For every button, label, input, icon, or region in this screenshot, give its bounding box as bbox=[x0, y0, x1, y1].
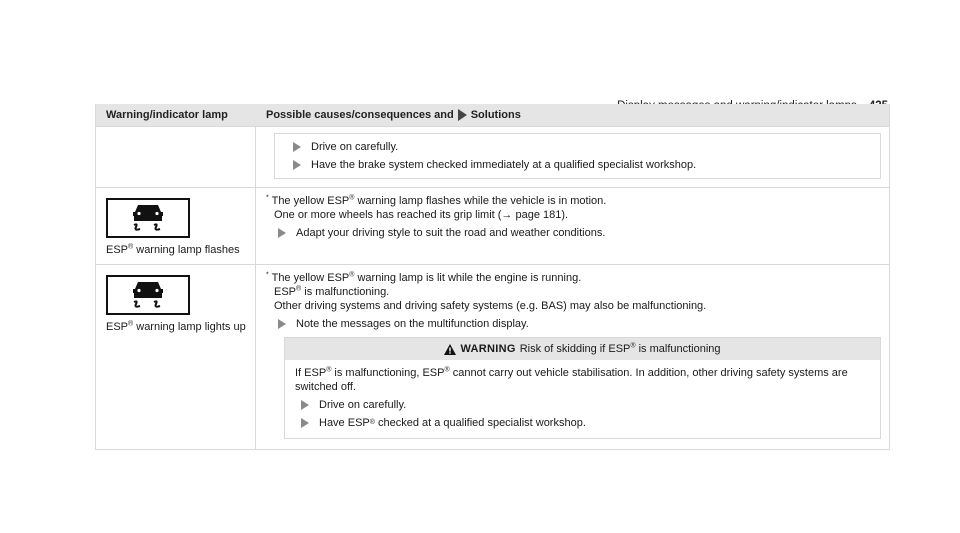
lamp-cell bbox=[96, 188, 256, 264]
lamp-cell bbox=[96, 127, 256, 187]
warning-triangle-icon bbox=[444, 344, 456, 355]
lamp-cell bbox=[96, 265, 256, 449]
warning-lamp-table bbox=[95, 104, 890, 450]
step-arrow-icon bbox=[278, 319, 286, 329]
solution-step: Have ESP ® checked at a qualified specialist workshop. bbox=[301, 416, 870, 430]
warning-title: Risk of skidding if ESP® is malfunctioning bbox=[519, 342, 721, 355]
table-row bbox=[96, 126, 889, 187]
col-header-causes: Possible causes/consequences and Solutions bbox=[266, 109, 521, 121]
causes-cell bbox=[256, 188, 889, 264]
warning-header bbox=[285, 338, 880, 360]
solution-box bbox=[274, 133, 881, 179]
step-arrow-icon bbox=[301, 400, 309, 410]
cause-text: * The yellow ESP® warning lamp is lit while the engine is running. bbox=[266, 271, 582, 284]
solution-arrow-icon bbox=[458, 109, 467, 121]
solution-step: Have the brake system checked immediately at a qualified specialist workshop. bbox=[293, 158, 874, 172]
cause-text: * The yellow ESP® warning lamp flashes while the vehicle is in motion. bbox=[266, 194, 607, 207]
cause-text: Other driving systems and driving safety systems (e.g. BAS) may also be malfunctioning. bbox=[274, 300, 707, 312]
causes-cell bbox=[256, 265, 889, 449]
step-arrow-icon bbox=[278, 228, 286, 238]
warning-body bbox=[285, 360, 880, 438]
cause-text: ESP® is malfunctioning. bbox=[274, 285, 390, 298]
cause-text: One or more wheels has reached its grip limit (→ page 181). bbox=[274, 209, 569, 221]
lamp-caption: ESP® warning lamp flashes bbox=[106, 243, 240, 256]
solution-step: Adapt your driving style to suit the road and weather conditions. bbox=[278, 226, 881, 240]
step-arrow-icon bbox=[301, 418, 309, 428]
solution-step: Drive on carefully. bbox=[293, 140, 874, 154]
esp-lamp-icon bbox=[106, 198, 190, 238]
warning-label: WARNING bbox=[460, 343, 516, 355]
esp-lamp-icon bbox=[106, 275, 190, 315]
lamp-caption: ESP® warning lamp lights up bbox=[106, 320, 246, 333]
table-row bbox=[96, 264, 889, 449]
solution-step: Note the messages on the multifunction display. bbox=[278, 317, 881, 331]
causes-cell bbox=[256, 127, 889, 187]
col-header-lamp: Warning/indicator lamp bbox=[106, 109, 228, 121]
table-row bbox=[96, 187, 889, 264]
warning-text: If ESP® is malfunctioning, ESP® cannot carry out vehicle stabilisation. In addition, other driving safety systems are switched off. bbox=[295, 366, 848, 393]
solution-step: Drive on carefully. bbox=[301, 398, 870, 412]
table-header bbox=[96, 104, 889, 126]
step-arrow-icon bbox=[293, 142, 301, 152]
step-arrow-icon bbox=[293, 160, 301, 170]
warning-box bbox=[284, 337, 881, 439]
